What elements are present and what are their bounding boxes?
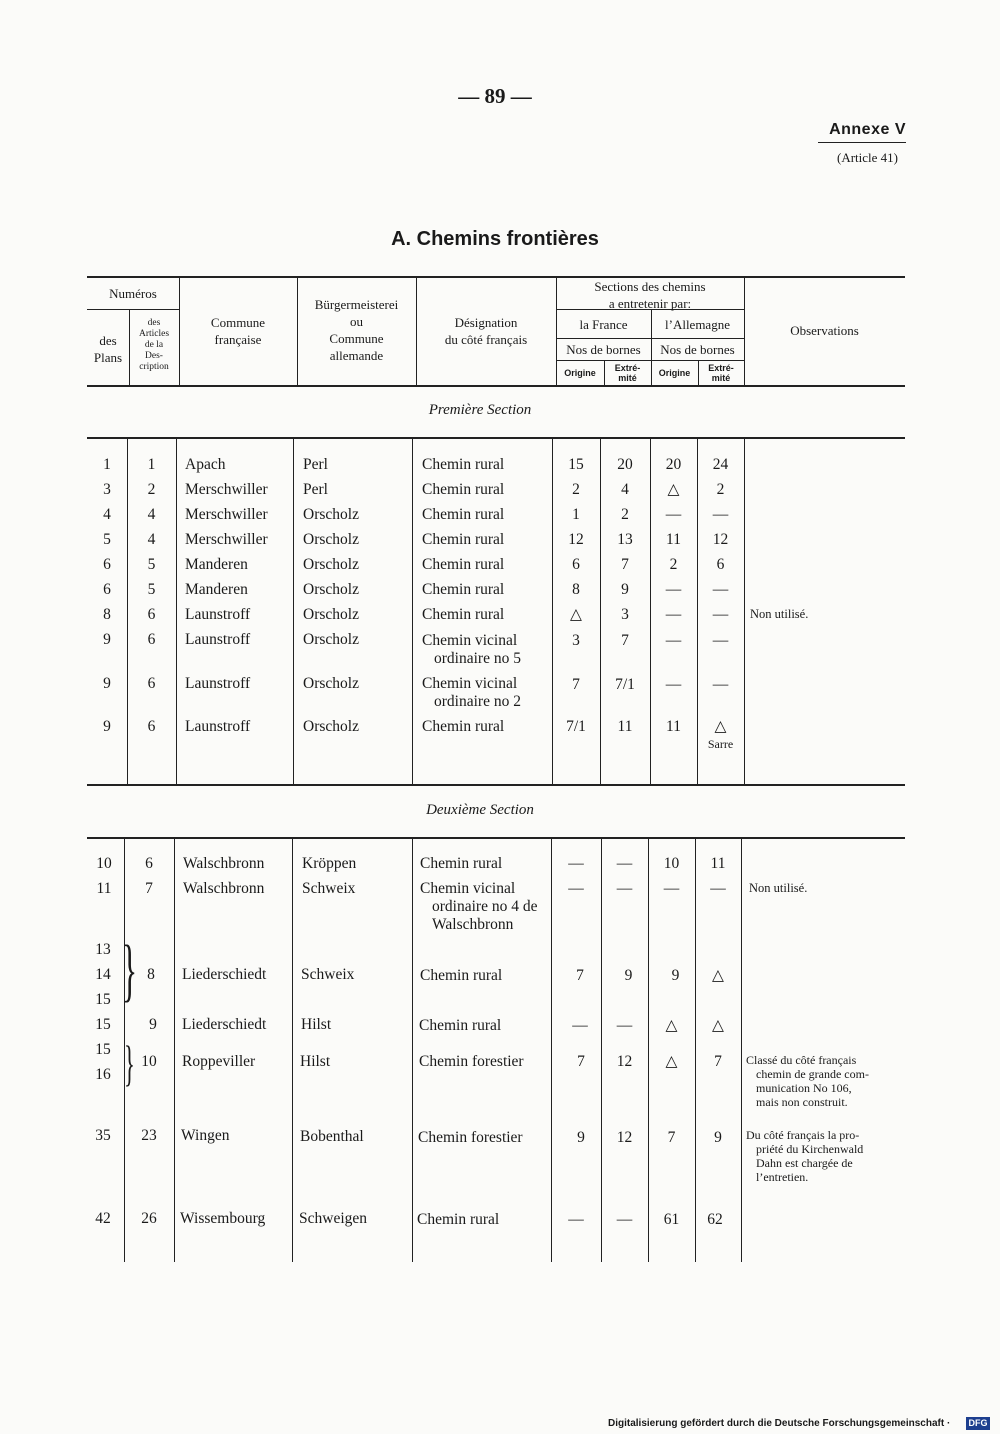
- table-cell: 4: [103, 506, 111, 523]
- table-cell: 7: [621, 556, 629, 573]
- table-cell: 4: [147, 531, 156, 548]
- table-cell: Manderen: [185, 581, 248, 598]
- table-cell: 9: [714, 1129, 722, 1146]
- table-cell: 2: [669, 556, 678, 573]
- table-cell: 9: [577, 1129, 585, 1146]
- table-cell: △: [712, 967, 724, 984]
- header-numeros: Numéros: [109, 286, 157, 301]
- annex-label: Annexe V: [829, 121, 906, 138]
- table-cell: —: [665, 632, 682, 649]
- table-cell: Orscholz: [303, 581, 359, 598]
- header-extremite-france: [604, 363, 651, 383]
- table-cell: —: [616, 880, 633, 897]
- table-cell: —: [572, 1017, 588, 1034]
- table-rule: [87, 437, 905, 439]
- table-cell: 6: [145, 855, 153, 872]
- table-rule: [87, 309, 179, 310]
- text-line: Extré-: [708, 363, 734, 373]
- table-cell: 12: [616, 1053, 633, 1070]
- table-cell: 7: [572, 676, 580, 693]
- table-cell: Manderen: [185, 556, 248, 573]
- table-cell: —: [712, 581, 729, 598]
- page-number: — 89 —: [458, 84, 532, 108]
- table-cell: Chemin rural: [422, 456, 505, 473]
- table-cell: Merschwiller: [185, 506, 268, 523]
- table-cell: Orscholz: [303, 506, 359, 523]
- text-line: Des-: [145, 351, 163, 361]
- table-cell: 4: [621, 481, 629, 498]
- table-cell: 42: [95, 1210, 111, 1227]
- table-cell: 16: [95, 1066, 111, 1083]
- observation-note: Non utilisé.: [750, 607, 809, 621]
- table-rule: [648, 837, 649, 1262]
- text-line: Du côté français la pro-: [746, 1128, 860, 1142]
- header-origine-france: Origine: [564, 368, 596, 378]
- table-cell: 9: [149, 1016, 157, 1033]
- table-cell: Wingen: [181, 1127, 230, 1144]
- table-cell: Schweix: [302, 880, 356, 897]
- table-cell: 7/1: [615, 676, 635, 693]
- table-cell: 9: [624, 967, 633, 984]
- table-rule: [556, 338, 744, 339]
- table-cell: 5: [147, 581, 156, 598]
- table-cell: Schweigen: [299, 1210, 368, 1227]
- table-cell: Merschwiller: [185, 481, 268, 498]
- table-cell: 6: [147, 606, 156, 623]
- table-cell: ordinaire no 4 de: [432, 898, 538, 915]
- table-cell: △: [665, 1017, 678, 1034]
- table-cell: 11: [666, 718, 681, 735]
- table-cell: 12: [616, 1129, 633, 1146]
- table-cell: 7: [667, 1129, 676, 1146]
- table-cell: —: [710, 880, 726, 897]
- table-rule: [744, 437, 745, 784]
- table-cell: Chemin rural: [420, 855, 503, 872]
- table-cell: 12: [712, 531, 729, 548]
- text-line: chemin de grande com-: [756, 1067, 869, 1081]
- table-cell: 13: [617, 531, 633, 548]
- table-cell: 11: [666, 531, 681, 548]
- header-des-articles: [129, 318, 179, 373]
- text-line: l’entretien.: [756, 1170, 809, 1184]
- table-cell: △: [714, 718, 727, 735]
- article-reference: (Article 41): [836, 150, 898, 165]
- header-designation: [416, 314, 556, 348]
- table-cell: 9: [103, 631, 111, 648]
- table-cell: 12: [568, 531, 584, 548]
- table-cell: 8: [572, 581, 580, 598]
- table-rule: [292, 837, 293, 1262]
- text-line: Commune: [329, 331, 384, 346]
- observation-note: Non utilisé.: [749, 881, 808, 895]
- table-rule: [87, 385, 905, 387]
- table-cell: 10: [663, 855, 680, 872]
- table-rule: [174, 837, 175, 1262]
- table-cell: Orscholz: [303, 718, 359, 735]
- header-nos-bornes-france: Nos de bornes: [566, 342, 641, 357]
- table-cell: 5: [103, 531, 111, 548]
- table-cell: Chemin rural: [419, 1017, 502, 1034]
- table-cell: 23: [141, 1127, 157, 1144]
- header-des-plans: [87, 332, 129, 366]
- table-cell: —: [568, 855, 584, 872]
- table-cell: 7: [621, 632, 629, 649]
- table-cell: —: [665, 506, 682, 523]
- table-cell: Wissembourg: [180, 1210, 266, 1227]
- table-cell: 62: [707, 1211, 723, 1228]
- table-cell: 20: [665, 456, 682, 473]
- header-origine-allemagne: Origine: [658, 368, 691, 378]
- text-line: des: [99, 333, 117, 348]
- table-cell: 35: [95, 1127, 111, 1144]
- table-cell: 15: [568, 456, 584, 473]
- text-line: Dahn est chargée de: [756, 1156, 853, 1170]
- page-title: A. Chemins frontières: [391, 228, 599, 250]
- table-cell: 9: [671, 967, 680, 984]
- table-cell: Liederschiedt: [182, 966, 267, 983]
- text-line: Extré-: [614, 363, 641, 373]
- annex-underline: [818, 142, 906, 143]
- table-cell: Schweix: [301, 966, 355, 983]
- text-line: Commune: [210, 315, 266, 330]
- table-cell: 61: [663, 1211, 680, 1228]
- table-cell: 6: [572, 556, 580, 573]
- table-rule: [176, 437, 177, 784]
- table-cell: Chemin forestier: [419, 1053, 524, 1070]
- table-cell: Hilst: [301, 1016, 332, 1033]
- section-title-first: Première Section: [428, 402, 532, 418]
- text-line: Articles: [138, 329, 170, 339]
- table-cell: Chemin rural: [422, 556, 505, 573]
- text-line: du côté français: [444, 332, 528, 347]
- dfg-logo: DFG: [966, 1417, 990, 1430]
- header-nos-bornes-allemagne: Nos de bornes: [660, 342, 735, 357]
- text-line: a entretenir par:: [608, 296, 692, 311]
- table-cell: Chemin rural: [422, 481, 505, 498]
- table-cell: 6: [103, 581, 111, 598]
- section-title-second: Deuxième Section: [426, 802, 534, 818]
- table-cell: △: [712, 1017, 724, 1034]
- table-cell: Chemin vicinal: [420, 880, 516, 897]
- table-cell: 7: [576, 967, 584, 984]
- header-observations: Observations: [790, 323, 859, 338]
- table-cell: Chemin rural: [422, 506, 505, 523]
- table-cell: Orscholz: [303, 556, 359, 573]
- table-cell: 6: [147, 631, 156, 648]
- table-cell: 2: [147, 481, 156, 498]
- table-cell: Chemin vicinal: [422, 632, 518, 649]
- table-cell: 3: [621, 606, 629, 623]
- table-cell: Roppeviller: [182, 1053, 256, 1070]
- table-cell: Chemin rural: [420, 967, 503, 984]
- table-rule: [87, 784, 905, 786]
- table-rule: [601, 837, 602, 1262]
- text-line: mité: [618, 373, 637, 383]
- table-cell: 4: [147, 506, 156, 523]
- table-cell: Launstroff: [185, 606, 251, 623]
- text-line: Plans: [93, 350, 123, 365]
- table-cell: Hilst: [300, 1053, 331, 1070]
- table-cell: 2: [716, 481, 725, 498]
- table-cell: 2: [572, 481, 580, 498]
- text-line: allemande: [329, 348, 384, 363]
- table-cell: —: [712, 632, 729, 649]
- table-cell: 3: [572, 632, 580, 649]
- table-rule: [412, 437, 413, 784]
- table-cell: Orscholz: [303, 531, 359, 548]
- table-rule: [293, 437, 294, 784]
- text-line: de la: [144, 340, 164, 350]
- table-rule: [551, 837, 552, 1262]
- table-cell: 9: [103, 675, 111, 692]
- table-cell: —: [663, 880, 680, 897]
- table-rule: [87, 837, 905, 839]
- table-cell: 6: [147, 675, 156, 692]
- header-burgermeisterei: [297, 296, 416, 364]
- table-cell: 5: [147, 556, 156, 573]
- table-cell: Launstroff: [185, 718, 251, 735]
- table-cell: Orscholz: [303, 631, 359, 648]
- text-line: mité: [711, 373, 731, 383]
- table-cell: Bobenthal: [300, 1128, 364, 1145]
- table-cell: Chemin rural: [422, 581, 505, 598]
- text-line: munication No 106,: [756, 1081, 852, 1095]
- table-cell: 11: [617, 718, 633, 735]
- table-cell: △: [570, 606, 582, 623]
- table-cell: 8: [103, 606, 111, 623]
- table-cell: 6: [716, 556, 725, 573]
- text-line: cription: [139, 362, 169, 372]
- table-cell: Chemin rural: [422, 606, 505, 623]
- table-cell: Walschbronn: [432, 916, 514, 933]
- text-line: priété du Kirchenwald: [756, 1142, 864, 1156]
- table-cell: 9: [621, 581, 629, 598]
- table-cell: 8: [147, 966, 155, 983]
- table-rule: [87, 276, 905, 278]
- table-cell: —: [665, 606, 682, 623]
- table-cell: 2: [621, 506, 629, 523]
- table-cell: Chemin forestier: [418, 1129, 523, 1146]
- table-cell: Chemin rural: [417, 1211, 500, 1228]
- table-cell: Walschbronn: [183, 880, 265, 897]
- table-cell: 11: [96, 880, 112, 897]
- header-la-france: la France: [579, 317, 628, 332]
- header-allemagne: l’Allemagne: [665, 317, 730, 332]
- table-cell: Sarre: [707, 737, 734, 751]
- table-cell: —: [616, 855, 633, 872]
- table-cell: —: [665, 676, 682, 693]
- table-rule: [556, 360, 744, 361]
- text-line: Désignation: [454, 315, 518, 330]
- table-cell: —: [568, 880, 584, 897]
- table-cell: —: [568, 1211, 584, 1228]
- table-cell: 15: [95, 991, 111, 1008]
- text-line: Classé du côté français: [746, 1053, 857, 1067]
- table-cell: 15: [95, 1016, 111, 1033]
- table-cell: 20: [617, 456, 633, 473]
- text-line: des: [147, 318, 161, 328]
- header-commune-francaise: [179, 314, 297, 348]
- table-cell: 6: [103, 556, 111, 573]
- table-cell: 7: [714, 1053, 722, 1070]
- text-line: française: [214, 332, 262, 347]
- table-cell: Orscholz: [303, 606, 359, 623]
- table-cell: Chemin rural: [422, 718, 505, 735]
- header-sections: [556, 278, 744, 312]
- text-line: Bürgermeisterei: [314, 297, 399, 312]
- header-extremite-allemagne: [698, 363, 744, 383]
- table-cell: 11: [710, 855, 726, 872]
- table-cell: 15: [95, 1041, 111, 1058]
- table-cell: —: [616, 1211, 633, 1228]
- table-cell: Orscholz: [303, 675, 359, 692]
- table-cell: 6: [147, 718, 156, 735]
- table-cell: ordinaire no 5: [434, 650, 521, 667]
- table-cell: Launstroff: [185, 675, 251, 692]
- table-rule: [412, 837, 413, 1262]
- table-cell: Walschbronn: [183, 855, 265, 872]
- table-cell: 26: [141, 1210, 157, 1227]
- brace-icon: }: [122, 932, 138, 1009]
- table-cell: —: [712, 606, 729, 623]
- table-cell: Merschwiller: [185, 531, 268, 548]
- table-cell: Perl: [303, 456, 328, 473]
- table-cell: —: [712, 506, 729, 523]
- observation-note: [746, 1053, 906, 1109]
- text-line: mais non construit.: [756, 1095, 848, 1109]
- observation-note: [746, 1128, 906, 1184]
- table-cell: △: [665, 1053, 678, 1070]
- table-rule: [695, 837, 696, 1262]
- table-rule: [741, 837, 742, 1262]
- table-cell: 1: [147, 456, 156, 473]
- table-cell: △: [667, 481, 680, 498]
- text-line: Sections des chemins: [594, 279, 706, 294]
- table-cell: —: [665, 581, 682, 598]
- table-cell: Chemin rural: [422, 531, 505, 548]
- table-cell: 10: [96, 855, 112, 872]
- table-cell: Liederschiedt: [182, 1016, 267, 1033]
- table-cell: 1: [572, 506, 580, 523]
- table-cell: Apach: [185, 456, 226, 473]
- table-cell: 1: [103, 456, 111, 473]
- table-cell: 10: [141, 1053, 157, 1070]
- table-cell: —: [616, 1017, 633, 1034]
- table-cell: —: [712, 676, 729, 693]
- table-cell: Perl: [303, 481, 328, 498]
- table-cell: 7: [145, 880, 153, 897]
- table-cell: Launstroff: [185, 631, 251, 648]
- table-cell: 3: [103, 481, 111, 498]
- brace-icon: }: [124, 1035, 135, 1091]
- table-cell: 7: [577, 1053, 585, 1070]
- table-cell: 7/1: [566, 718, 586, 735]
- table-cell: Chemin vicinal: [422, 675, 518, 692]
- table-cell: 13: [95, 941, 111, 958]
- table-cell: Kröppen: [302, 855, 357, 872]
- table-cell: ordinaire no 2: [434, 693, 521, 710]
- table-cell: 24: [712, 456, 729, 473]
- footer-credit: Digitalisierung gefördert durch die Deutsche Forschungsgemeinschaft ·: [608, 1418, 951, 1429]
- text-line: ou: [350, 314, 363, 329]
- table-cell: 9: [103, 718, 111, 735]
- table-cell: 14: [95, 966, 111, 983]
